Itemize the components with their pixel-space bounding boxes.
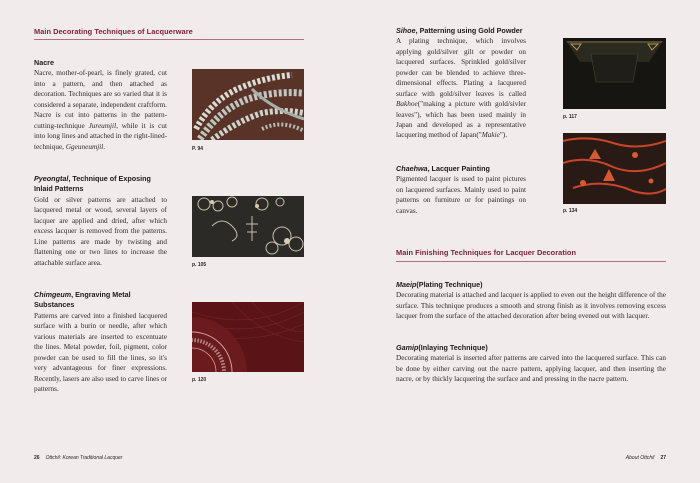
entry-chimgeum: [34, 290, 167, 394]
entry-heading: Nacre: [34, 58, 54, 67]
section-label: About Ottchil: [625, 455, 655, 461]
entry-chaehwa: [396, 164, 526, 216]
image-caption: p. 105: [192, 262, 207, 268]
entry-body: Patterns are carved into a finished lacquered surface with a burin or needle, after which various materials are inserted to excentuate the lines. Metal powder, foil, pigment, color powder can be used to fill the lines, so it's very advantageous for finer expressions. Recently, lasers are also used to carve lines or patterns.: [34, 311, 167, 393]
entry-heading: Gamip(Inlaying Technique): [396, 343, 488, 352]
footer-left: [34, 455, 122, 461]
publication-title: Ottchil: Korean Traditional Lacquer: [45, 455, 123, 461]
entry-body: Pigmented lacquer is used to paint pictures on lacquered surfaces. Mainly used to paint patterns on furniture or for paintings on canvas.: [396, 175, 526, 215]
entry-body: Gold or silver patterns are attached to lacquered metal or wood, several layers of lacquer are applied and dried, after which excess lacquer is removed from the patterns. Line patterns are made by twisting and flattening one or two lines to increase the attachable surface area.: [34, 195, 167, 267]
image-caption: P. 94: [192, 146, 204, 152]
entry-heading: Maeip(Plating Technique): [396, 280, 483, 289]
page-number: 27: [660, 455, 666, 461]
entry-gamip: [396, 343, 666, 385]
section-title-decorating: Main Decorating Techniques of Lacquerware: [34, 27, 193, 36]
entry-body: Decorating material is inserted after patterns are carved into the lacquered surface. This can be done by either carving out the nacre pattern, applying lacquer, and then inserting the nacre, or by thickly lacquering the surface and and pressing in the nacre pattern.: [396, 354, 666, 384]
entry-nacre: [34, 58, 167, 152]
image-caption: p. 117: [563, 114, 577, 120]
footer-right: [626, 455, 666, 461]
image-caption: p. 134: [563, 208, 578, 214]
pyeongtal-pattern-image: [192, 196, 304, 257]
section-rule: [34, 39, 304, 40]
entry-heading: Sihoe, Patterning using Gold Powder: [396, 26, 523, 35]
nacre-pattern-image: [192, 69, 304, 140]
entry-pyeongtal: [34, 174, 167, 268]
section-title-finishing: Main Finishing Techniques for Lacquer Decoration: [396, 248, 577, 257]
entry-body: A plating technique, which involves applying gold/silver gilt or powder on lacquered surfaces. Sprinkled gold/silver powder can be blended to achieve three-dimensional effects. Plating a lacquered surface with gold/silver leaves is called Bakhoe("making a picture with gold/sivler leaves"), which has been used mainly in Japan and developed as a representative lacquering method of Japan("Makie").: [396, 37, 526, 140]
page-number: 26: [34, 455, 40, 461]
chimgeum-engraving-image: [192, 302, 304, 372]
entry-body: Nacre, mother-of-pearl, is finely grated, cut into a pattern, and then attached as decoration. Techniques are so varied that it is considered a separate, independent craftform. Nacre is cut into patterns in the pattern-cutting-technique Jureumjil, while it is cut into long lines and attached in the right-lined-technique, Ggeuneumjil.: [34, 69, 167, 151]
entry-maeip: [396, 280, 666, 322]
entry-sihoe: [396, 26, 526, 141]
image-caption: p. 120: [192, 377, 207, 383]
chaehwa-painting-image: [563, 133, 666, 204]
sihoe-gold-powder-image: [563, 38, 666, 109]
entry-heading: Chaehwa, Lacquer Painting: [396, 164, 490, 173]
entry-heading: Pyeongtal, Technique of Exposing Inlaid Patterns: [34, 174, 151, 194]
entry-body: Decorating material is attached and lacquer is applied to even out the height difference of the surface. This technique produces a smooth and strong finish as it involves removing excess lacquer from the surface of the attached decoration after being evened out with lacquer.: [396, 291, 666, 321]
entry-heading: Chimgeum, Engraving Metal Substances: [34, 290, 131, 310]
section-rule: [396, 261, 666, 262]
